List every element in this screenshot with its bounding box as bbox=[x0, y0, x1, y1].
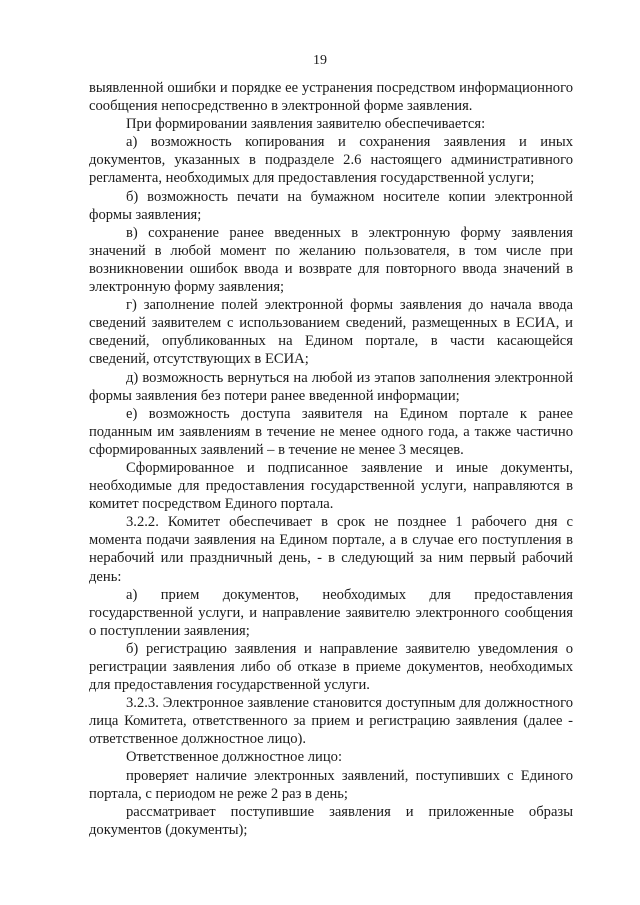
document-body bbox=[89, 79, 573, 839]
paragraph: Сформированное и подписанное заявление и иные документы, необходимые для предоставления государственной услуги, направляются в комитет посредством Единого портала. bbox=[89, 459, 573, 513]
paragraph: рассматривает поступившие заявления и приложенные образы документов (документы); bbox=[89, 803, 573, 838]
paragraph: г) заполнение полей электронной формы заявления до начала ввода сведений заявителем с использованием сведений, размещенных в ЕСИА, и сведений, опубликованных на Едином портале, в части касающейся сведений, отсутствующих в ЕСИА; bbox=[89, 297, 573, 368]
paragraph: а) возможность копирования и сохранения заявления и иных документов, указанных в подразделе 2.6 настоящего административного регламента, необходимых для предоставления государственной услуги; bbox=[89, 134, 573, 187]
paragraph: в) сохранение ранее введенных в электронную форму заявления значений в любой момент по желанию пользователя, в том числе при возникновении ошибок ввода и возврате для повторного ввода значений в электронную форму заявления; bbox=[89, 224, 573, 296]
paragraph: б) возможность печати на бумажном носителе копии электронной формы заявления; bbox=[89, 188, 573, 223]
paragraph: выявленной ошибки и порядке ее устранения посредством информационного сообщения непосредственно в электронной форме заявления. bbox=[89, 80, 573, 115]
page-number: 19 bbox=[313, 53, 327, 68]
paragraph: б) регистрацию заявления и направление заявителю уведомления о регистрации заявления либо об отказе в приеме документов, необходимых для предоставления государственной услуги. bbox=[89, 640, 573, 694]
paragraph: При формировании заявления заявителю обеспечивается: bbox=[126, 116, 486, 133]
paragraph: 3.2.2. Комитет обеспечивает в срок не позднее 1 рабочего дня с момента подачи заявления на Едином портале, а в случае его поступления в нерабочий или праздничный день, - в следующий за ним первый рабочий день: bbox=[89, 514, 573, 585]
paragraph: а) прием документов, необходимых для предоставления государственной услуги, и направление заявителю электронного сообщения о поступлении заявления; bbox=[89, 586, 573, 639]
paragraph: проверяет наличие электронных заявлений, поступивших с Единого портала, с периодом не реже 2 раз в день; bbox=[89, 767, 573, 802]
paragraph: е) возможность доступа заявителя на Едином портале к ранее поданным им заявлениям в течение не менее одного года, а также частично сформированных заявлений – в течение не менее 3 месяцев. bbox=[89, 405, 573, 458]
paragraph: Ответственное должностное лицо: bbox=[126, 749, 342, 766]
paragraph: 3.2.3. Электронное заявление становится доступным для должностного лица Комитета, ответственного за прием и регистрацию заявления (далее - ответственное должностное лицо). bbox=[89, 695, 573, 748]
paragraph: д) возможность вернуться на любой из этапов заполнения электронной формы заявления без потери ранее введенной информации; bbox=[89, 369, 573, 404]
